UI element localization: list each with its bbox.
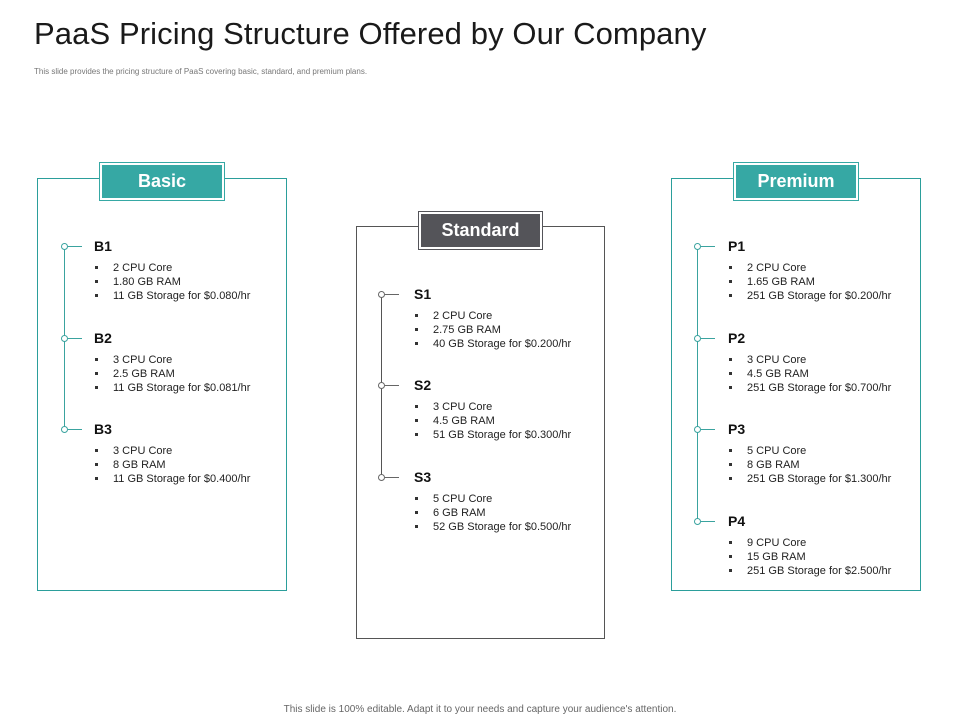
bullet-icon bbox=[729, 449, 732, 452]
plan-feature: 3 CPU Core bbox=[433, 401, 493, 413]
premium-timeline-connector bbox=[701, 429, 715, 430]
plan-name-s1: S1 bbox=[414, 286, 432, 302]
bullet-icon bbox=[95, 266, 98, 269]
bullet-icon bbox=[415, 525, 418, 528]
plan-feature: 4.5 GB RAM bbox=[747, 368, 809, 380]
premium-timeline-dot bbox=[694, 518, 701, 525]
premium-timeline-dot bbox=[694, 243, 701, 250]
bullet-icon bbox=[415, 497, 418, 500]
plan-feature: 40 GB Storage for $0.200/hr bbox=[433, 338, 572, 350]
plan-feature: 251 GB Storage for $0.200/hr bbox=[747, 290, 892, 302]
page-subtitle: This slide provides the pricing structure of PaaS covering basic, standard, and premium plans. bbox=[34, 67, 368, 76]
bullet-icon bbox=[729, 477, 732, 480]
plan-feature: 4.5 GB RAM bbox=[433, 415, 495, 427]
bullet-icon bbox=[95, 294, 98, 297]
bullet-icon bbox=[729, 266, 732, 269]
plan-name-b3: B3 bbox=[94, 421, 112, 437]
premium-timeline-connector bbox=[701, 338, 715, 339]
basic-timeline-connector bbox=[68, 338, 82, 339]
plan-feature: 251 GB Storage for $2.500/hr bbox=[747, 565, 892, 577]
basic-timeline-connector bbox=[68, 429, 82, 430]
bullet-icon bbox=[95, 386, 98, 389]
standard-timeline-dot bbox=[378, 474, 385, 481]
bullet-icon bbox=[729, 463, 732, 466]
bullet-icon bbox=[729, 372, 732, 375]
basic-plan-header: Basic bbox=[100, 163, 224, 200]
footer-note: This slide is 100% editable. Adapt it to your needs and capture your audience's attention. bbox=[283, 704, 677, 715]
bullet-icon bbox=[415, 511, 418, 514]
bullet-icon bbox=[415, 314, 418, 317]
plan-feature: 251 GB Storage for $0.700/hr bbox=[747, 382, 892, 394]
plan-feature: 52 GB Storage for $0.500/hr bbox=[433, 521, 572, 533]
standard-timeline-connector bbox=[385, 294, 399, 295]
premium-timeline-line bbox=[697, 246, 698, 521]
plan-feature: 2 CPU Core bbox=[747, 262, 807, 274]
plan-name-s2: S2 bbox=[414, 377, 432, 393]
plan-feature: 15 GB RAM bbox=[747, 551, 806, 563]
plan-feature: 6 GB RAM bbox=[433, 507, 486, 519]
premium-plan-header: Premium bbox=[734, 163, 858, 200]
plan-feature: 8 GB RAM bbox=[747, 459, 800, 471]
bullet-icon bbox=[729, 569, 732, 572]
plan-feature: 3 CPU Core bbox=[113, 354, 173, 366]
bullet-icon bbox=[95, 477, 98, 480]
page-title: PaaS Pricing Structure Offered by Our Company bbox=[34, 16, 707, 51]
plan-feature: 2 CPU Core bbox=[433, 310, 493, 322]
bullet-icon bbox=[415, 433, 418, 436]
bullet-icon bbox=[95, 372, 98, 375]
premium-timeline-connector bbox=[701, 246, 715, 247]
bullet-icon bbox=[729, 294, 732, 297]
plan-feature: 251 GB Storage for $1.300/hr bbox=[747, 473, 892, 485]
bullet-icon bbox=[729, 280, 732, 283]
bullet-icon bbox=[95, 463, 98, 466]
bullet-icon bbox=[95, 358, 98, 361]
bullet-icon bbox=[95, 449, 98, 452]
premium-timeline-dot bbox=[694, 426, 701, 433]
standard-timeline-dot bbox=[378, 291, 385, 298]
plan-feature: 3 CPU Core bbox=[747, 354, 807, 366]
bullet-icon bbox=[415, 405, 418, 408]
plan-name-b2: B2 bbox=[94, 330, 112, 346]
plan-feature: 11 GB Storage for $0.081/hr bbox=[113, 382, 251, 394]
plan-feature: 2 CPU Core bbox=[113, 262, 173, 274]
plan-feature: 11 GB Storage for $0.400/hr bbox=[113, 473, 251, 485]
plan-feature: 8 GB RAM bbox=[113, 459, 166, 471]
bullet-icon bbox=[415, 342, 418, 345]
standard-timeline-connector bbox=[385, 477, 399, 478]
bullet-icon bbox=[415, 328, 418, 331]
basic-timeline-dot bbox=[61, 243, 68, 250]
bullet-icon bbox=[729, 541, 732, 544]
plan-feature: 11 GB Storage for $0.080/hr bbox=[113, 290, 251, 302]
basic-timeline-connector bbox=[68, 246, 82, 247]
plan-feature: 2.5 GB RAM bbox=[113, 368, 175, 380]
plan-feature: 2.75 GB RAM bbox=[433, 324, 501, 336]
plan-name-b1: B1 bbox=[94, 238, 112, 254]
plan-feature: 1.80 GB RAM bbox=[113, 276, 181, 288]
plan-name-p4: P4 bbox=[728, 513, 746, 529]
standard-plan-header: Standard bbox=[419, 212, 542, 249]
plan-feature: 5 CPU Core bbox=[433, 493, 493, 505]
plan-name-s3: S3 bbox=[414, 469, 432, 485]
plan-name-p2: P2 bbox=[728, 330, 746, 346]
basic-timeline-dot bbox=[61, 335, 68, 342]
bullet-icon bbox=[95, 280, 98, 283]
bullet-icon bbox=[729, 555, 732, 558]
plan-feature: 51 GB Storage for $0.300/hr bbox=[433, 429, 572, 441]
standard-timeline-dot bbox=[378, 382, 385, 389]
plan-feature: 3 CPU Core bbox=[113, 445, 173, 457]
bullet-icon bbox=[729, 386, 732, 389]
premium-timeline-dot bbox=[694, 335, 701, 342]
standard-timeline-connector bbox=[385, 385, 399, 386]
bullet-icon bbox=[729, 358, 732, 361]
plan-feature: 1.65 GB RAM bbox=[747, 276, 815, 288]
bullet-icon bbox=[415, 419, 418, 422]
plan-name-p1: P1 bbox=[728, 238, 746, 254]
premium-timeline-connector bbox=[701, 521, 715, 522]
plan-feature: 5 CPU Core bbox=[747, 445, 807, 457]
plan-feature: 9 CPU Core bbox=[747, 537, 807, 549]
basic-timeline-dot bbox=[61, 426, 68, 433]
plan-name-p3: P3 bbox=[728, 421, 746, 437]
